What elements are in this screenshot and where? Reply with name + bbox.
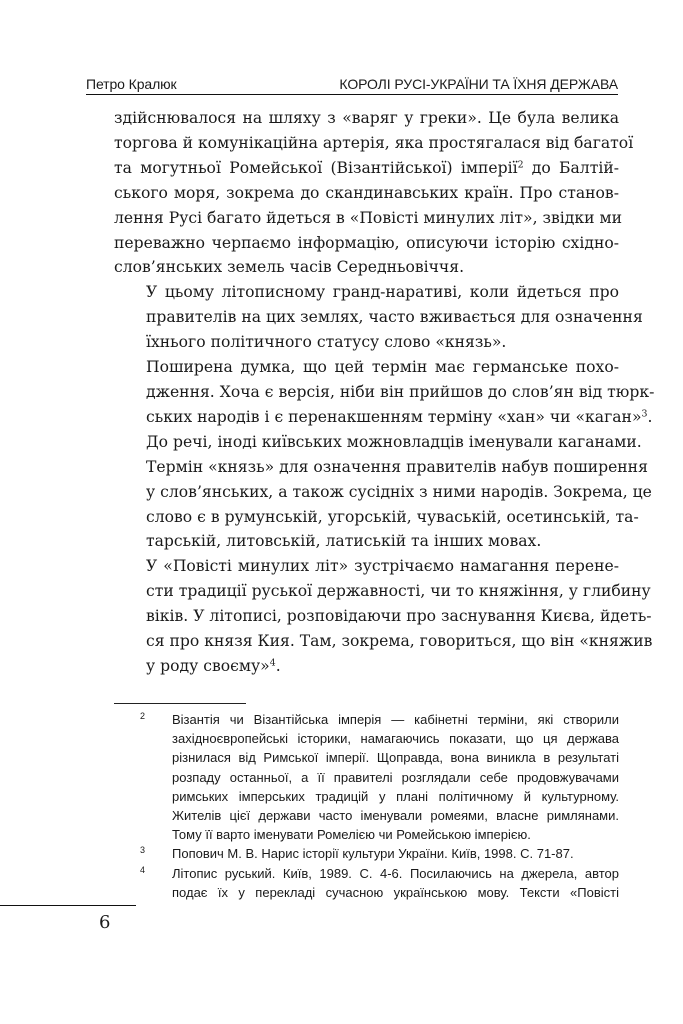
text-line: у слов’янських, а також сусідніх з ними народів. Зокрема, це xyxy=(146,482,652,501)
footnote-line: західноєвропейські історики, намагаючись показати, що ця держава xyxy=(172,731,619,747)
text-line: слов’янських земель часів Середньовіччя. xyxy=(114,258,465,277)
text-fragment: ських народів і є перенакшенням терміну «хан» чи «каган» xyxy=(146,407,642,426)
text-line: здійснювалося на шляху з «варяг у греки». Це була велика xyxy=(114,109,619,127)
footnote-number: 4 xyxy=(140,864,146,875)
text-line xyxy=(114,405,653,430)
text-line: торгова й комунікаційна артерія, яка простягалася від багатої xyxy=(114,133,634,152)
running-header xyxy=(86,70,618,92)
text-line: У цьому літописному гранд-наративі, коли йдеться про xyxy=(146,283,619,302)
footnote-line: Літопис руський. Київ, 1989. С. 4-6. Посилаючись на джерела, автор xyxy=(172,865,619,881)
footnote-line: подає їх у перекладі сучасною українською мову. Тексти «Повісті xyxy=(172,884,619,900)
text-line: тарській, литовській, латиській та інших мовах. xyxy=(146,532,542,551)
text-line xyxy=(114,654,619,679)
text-line: слово є в румунській, угорській, чуваській, осетинській, та- xyxy=(146,507,639,526)
text-line: До речі, іноді київських можновладців іменували каганами. xyxy=(146,432,642,451)
footnote-number: 3 xyxy=(140,845,146,856)
text-line: Поширена думка, що цей термін має германське похо- xyxy=(146,358,619,377)
footnote-4 xyxy=(140,864,619,902)
text-line: ського моря, зокрема до скандинавських країн. Про станов- xyxy=(114,183,619,202)
text-fragment: . xyxy=(275,656,281,675)
footnote-line: різнилася від Римської імперії. Щоправда, вона виникла в результаті xyxy=(172,750,619,766)
paragraph-3 xyxy=(114,355,655,554)
footnote-ref-2[interactable]: 2 xyxy=(517,159,524,171)
main-text xyxy=(114,106,655,679)
text-line: лення Русі багато йдеться в «Повісті минулих літ», звідки ми xyxy=(114,208,622,227)
footnote-ref-4[interactable]: 4 xyxy=(269,657,276,669)
text-line: правителів на цих землях, часто вживається для означення xyxy=(146,308,643,327)
footnote-line: Попович М. В. Нарис історії культури України. Київ, 1998. С. 71-87. xyxy=(172,846,574,862)
footnotes xyxy=(140,710,619,902)
header-rule xyxy=(86,94,618,95)
footnote-number: 2 xyxy=(140,711,146,721)
footnote-line: римських імперських традицій у плані політичному й культурному. xyxy=(172,788,619,804)
text-line: віків. У літописі, розповідаючи про заснування Києва, йдеть- xyxy=(146,607,652,626)
footnote-separator xyxy=(114,703,246,704)
text-fragment: . xyxy=(647,407,653,426)
text-line: ся про князя Кия. Там, зокрема, говориться, що він «княжив xyxy=(146,632,653,651)
text-fragment: до Балтій- xyxy=(523,158,619,177)
text-line: переважно черпаємо інформацію, описуючи історію східно- xyxy=(114,233,619,252)
footer-rule xyxy=(0,905,136,906)
footnote-3 xyxy=(140,844,619,863)
footnote-line: розпаду останньої, а її правителі розглядали себе продовжувачами xyxy=(172,769,619,785)
footnote-2 xyxy=(140,710,619,844)
text-line: дження. Хоча є версія, ніби він прийшов до слов’ян від тюрк- xyxy=(146,382,655,401)
page-number: 6 xyxy=(99,912,111,933)
footnote-line: Жителів цієї держави часто іменували ромеями, власне римлянами. xyxy=(172,808,619,824)
text-line: Термін «князь» для означення правителів набув поширення xyxy=(146,457,648,476)
text-line: їхнього політичного статусу слово «князь». xyxy=(146,333,507,352)
text-fragment: та могутньої Ромейської (Візантійської) імперії xyxy=(114,158,518,177)
header-author: Петро Кралюк xyxy=(86,76,177,92)
paragraph-2 xyxy=(114,280,643,355)
footnote-ref-3[interactable]: 3 xyxy=(641,408,648,420)
text-fragment: у роду своєму» xyxy=(146,656,270,675)
footnote-line: Тому її варто іменувати Ромелією чи Ромейською імперією. xyxy=(172,827,531,843)
footnote-line: Візантія чи Візантійська імперія — кабінетні терміни, які створили xyxy=(172,712,619,727)
paragraph-4 xyxy=(114,554,653,679)
paragraph-1 xyxy=(114,106,634,280)
text-line: У «Повісті минулих літ» зустрічаємо намагання перене- xyxy=(146,557,619,576)
text-line: сти традиції руської державності, чи то княжіння, у глибину xyxy=(146,582,651,601)
text-line xyxy=(114,156,619,181)
header-book-title: КОРОЛІ РУСІ-УКРАЇНИ ТА ЇХНЯ ДЕРЖАВА xyxy=(339,76,618,92)
